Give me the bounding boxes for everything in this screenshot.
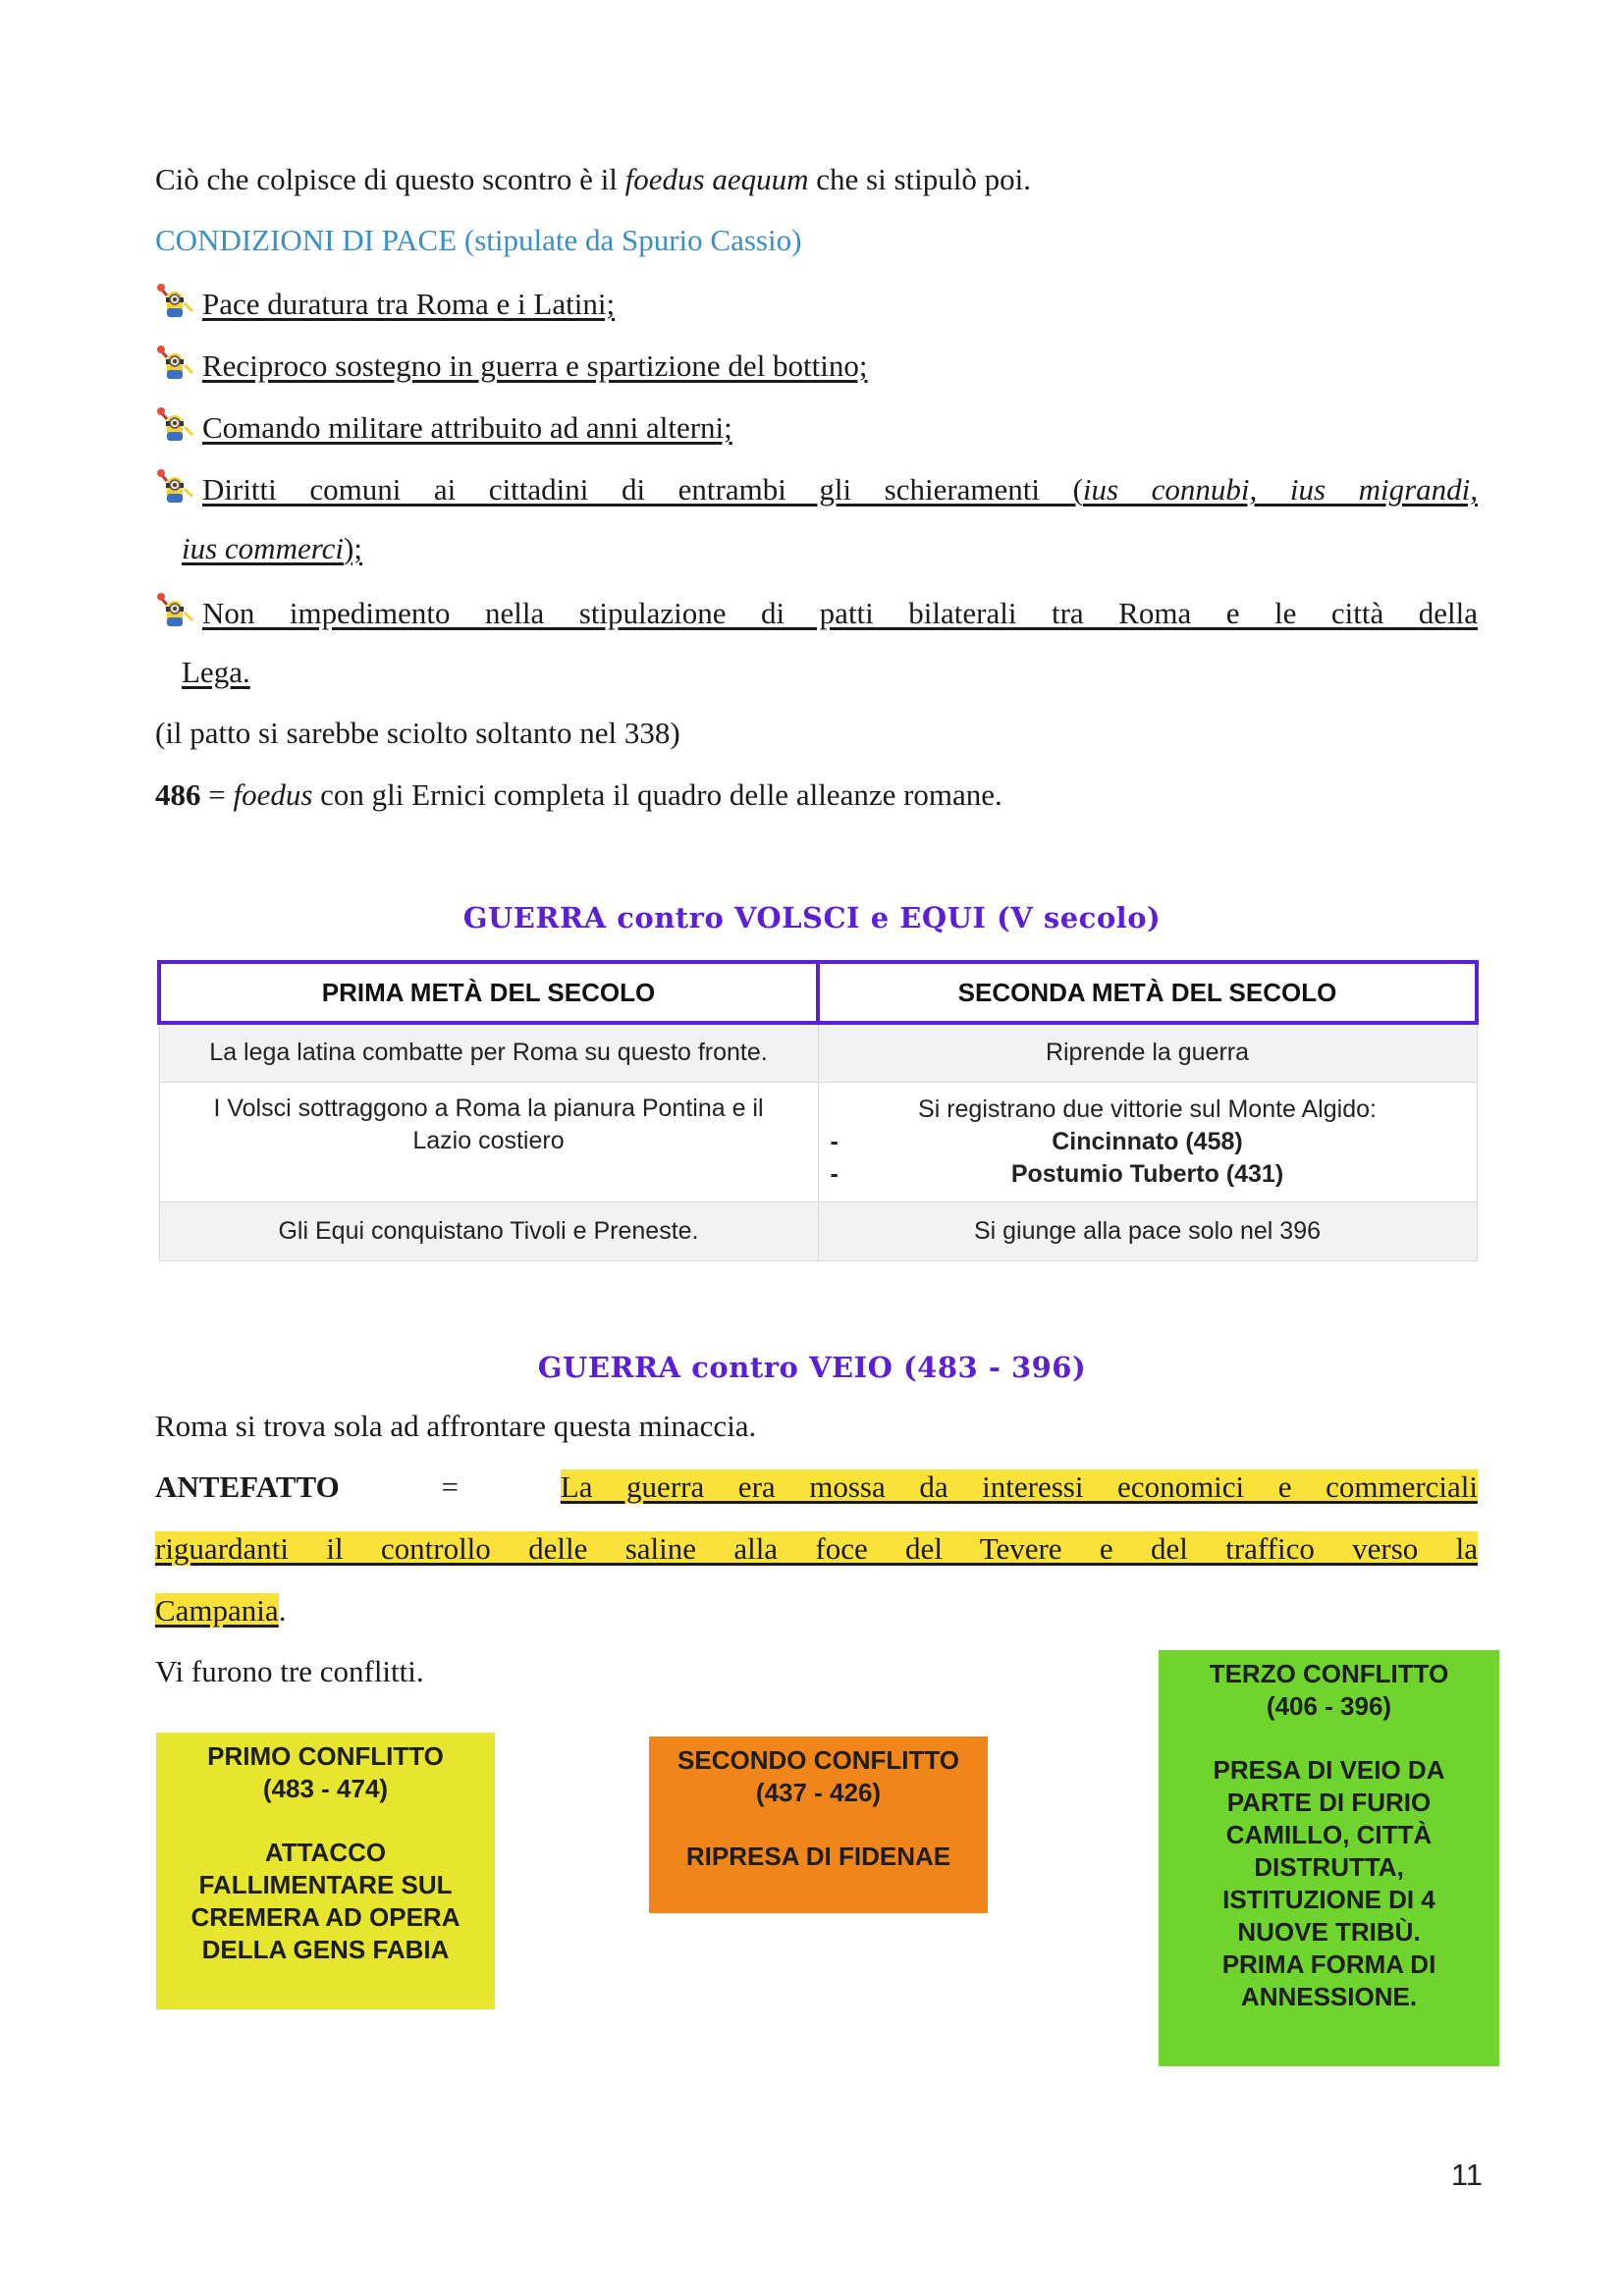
minion-icon [155, 344, 196, 385]
antefatto-text: Campania [155, 1593, 279, 1628]
peace-item-text: Reciproco sostegno in guerra e spartizione del bottino; [202, 348, 868, 383]
box-years: (406 - 396) [1266, 1691, 1392, 1721]
antefatto-text: riguardanti il controllo delle saline alla foce del Tevere e del traffico verso la [155, 1531, 1478, 1566]
table-header-second-half: SECONDA METÀ DEL SECOLO [818, 962, 1477, 1023]
box-line: CAMILLO, CITTÀ [1225, 1820, 1433, 1849]
cell-line: I Volsci sottraggono a Roma la pianura Pontina e il [213, 1094, 764, 1122]
antefatto-line-1 [155, 1468, 1478, 1507]
table-row [159, 1201, 1477, 1260]
table-row [159, 1082, 1477, 1201]
ernici-year: 486 [155, 777, 201, 812]
cell-text: Cincinnato (458) [1052, 1127, 1243, 1155]
page-number: 11 [1450, 2158, 1483, 2192]
volsci-heading: GUERRA contro VOLSCI e EQUI (V secolo) [462, 901, 1162, 934]
box-title: PRIMO CONFLITTO [207, 1741, 444, 1771]
table-cell [159, 1082, 818, 1201]
table-cell: Riprende la guerra [818, 1023, 1477, 1082]
dash-mark: - [830, 1159, 839, 1188]
box-second-conflict [649, 1736, 988, 1913]
peace-item-italic: ius connubi, ius migrandi, [1082, 472, 1479, 507]
peace-note: (il patto si sarebbe sciolto soltanto nel 338) [155, 716, 680, 750]
box-line: ISTITUZIONE DI 4 [1222, 1885, 1435, 1914]
ernici-italic: foedus [233, 777, 313, 812]
intro-sentence [155, 160, 1031, 199]
table-cell [818, 1082, 1477, 1201]
box-third-conflict [1159, 1650, 1499, 2066]
box-line: FALLIMENTARE SUL [198, 1870, 453, 1899]
conflicts-intro: Vi furono tre conflitti. [155, 1654, 424, 1688]
box-line: CREMERA AD OPERA [190, 1902, 460, 1932]
antefatto-dot: . [278, 1593, 287, 1628]
veio-intro: Roma si trova sola ad affrontare questa minaccia. [155, 1409, 757, 1443]
intro-text-end: che si stipulò poi. [808, 162, 1031, 196]
box-line: PRIMA FORMA DI [1221, 1949, 1436, 1979]
minion-icon [155, 467, 196, 508]
box-line: DELLA GENS FABIA [201, 1935, 450, 1964]
box-line: NUOVE TRIBÙ. [1237, 1917, 1421, 1947]
veio-heading: GUERRA contro VEIO (483 - 396) [537, 1351, 1087, 1384]
cell-text: Postumio Tuberto (431) [1010, 1159, 1284, 1188]
peace-item-text: Non impedimento nella stipulazione di patti bilaterali tra Roma e le città della [202, 596, 1478, 630]
ernici-text: con gli Ernici completa il quadro delle alleanze romane. [312, 777, 1002, 812]
box-line: RIPRESA DI FIDENAE [685, 1842, 951, 1871]
box-title: SECONDO CONFLITTO [677, 1745, 959, 1775]
intro-italic: foedus aequum [624, 162, 809, 196]
minion-icon [155, 405, 196, 447]
peace-item-4-cont [182, 529, 362, 568]
volsci-table [157, 960, 1479, 1261]
peace-item-5 [155, 591, 1478, 633]
peace-item-text: Lega. [182, 655, 250, 689]
ernici-line [155, 775, 1002, 815]
peace-item-text: Diritti comuni ai cittadini di entrambi gli schieramenti ( [202, 472, 1083, 507]
box-line: DISTRUTTA, [1254, 1852, 1404, 1882]
minion-icon [155, 282, 196, 323]
cell-line: Lazio costiero [412, 1126, 565, 1154]
table-header-first-half: PRIMA METÀ DEL SECOLO [159, 962, 818, 1023]
peace-item-5-cont [182, 653, 250, 692]
peace-item-text: Comando militare attribuito ad anni alterni; [202, 410, 732, 445]
peace-item-2 [155, 344, 868, 386]
box-years: (437 - 426) [755, 1778, 882, 1807]
dash-mark: - [830, 1127, 839, 1155]
box-line: ATTACCO [264, 1838, 387, 1867]
peace-item-3 [155, 405, 732, 448]
minion-icon [155, 591, 196, 632]
ernici-eq: = [200, 777, 234, 812]
cell-line-bold [829, 1158, 1467, 1191]
table-cell: Gli Equi conquistano Tivoli e Preneste. [159, 1201, 818, 1260]
box-title: TERZO CONFLITTO [1209, 1659, 1449, 1688]
box-line: PRESA DI VEIO DA [1213, 1755, 1445, 1785]
peace-item-4 [155, 467, 1478, 509]
intro-text: Ciò che colpisce di questo scontro è il [155, 162, 625, 196]
peace-item-1 [155, 282, 615, 324]
box-line: PARTE DI FURIO [1226, 1788, 1432, 1817]
table-cell: La lega latina combatte per Roma su questo fronte. [159, 1023, 818, 1082]
peace-item-text: ); [344, 531, 362, 565]
box-first-conflict [156, 1733, 495, 2009]
cell-line-bold [829, 1126, 1467, 1158]
box-years: (483 - 474) [262, 1774, 389, 1803]
antefatto-text: La guerra era mossa da interessi economici e commerciali [560, 1469, 1479, 1504]
antefatto-line-3 [155, 1591, 286, 1630]
antefatto-label: ANTEFATTO [155, 1469, 340, 1504]
table-cell: Si giunge alla pace solo nel 396 [818, 1201, 1477, 1260]
peace-item-text: Pace duratura tra Roma e i Latini; [202, 287, 616, 321]
antefatto-eq: = [441, 1469, 460, 1504]
box-line: ANNESSIONE. [1240, 1982, 1418, 2011]
cell-line: Si registrano due vittorie sul Monte Algido: [918, 1095, 1377, 1123]
table-row [159, 1023, 1477, 1082]
peace-title: CONDIZIONI DI PACE (stipulate da Spurio Cassio) [155, 223, 802, 257]
peace-item-italic: ius commerci [182, 531, 345, 565]
antefatto-line-2 [155, 1529, 1478, 1569]
